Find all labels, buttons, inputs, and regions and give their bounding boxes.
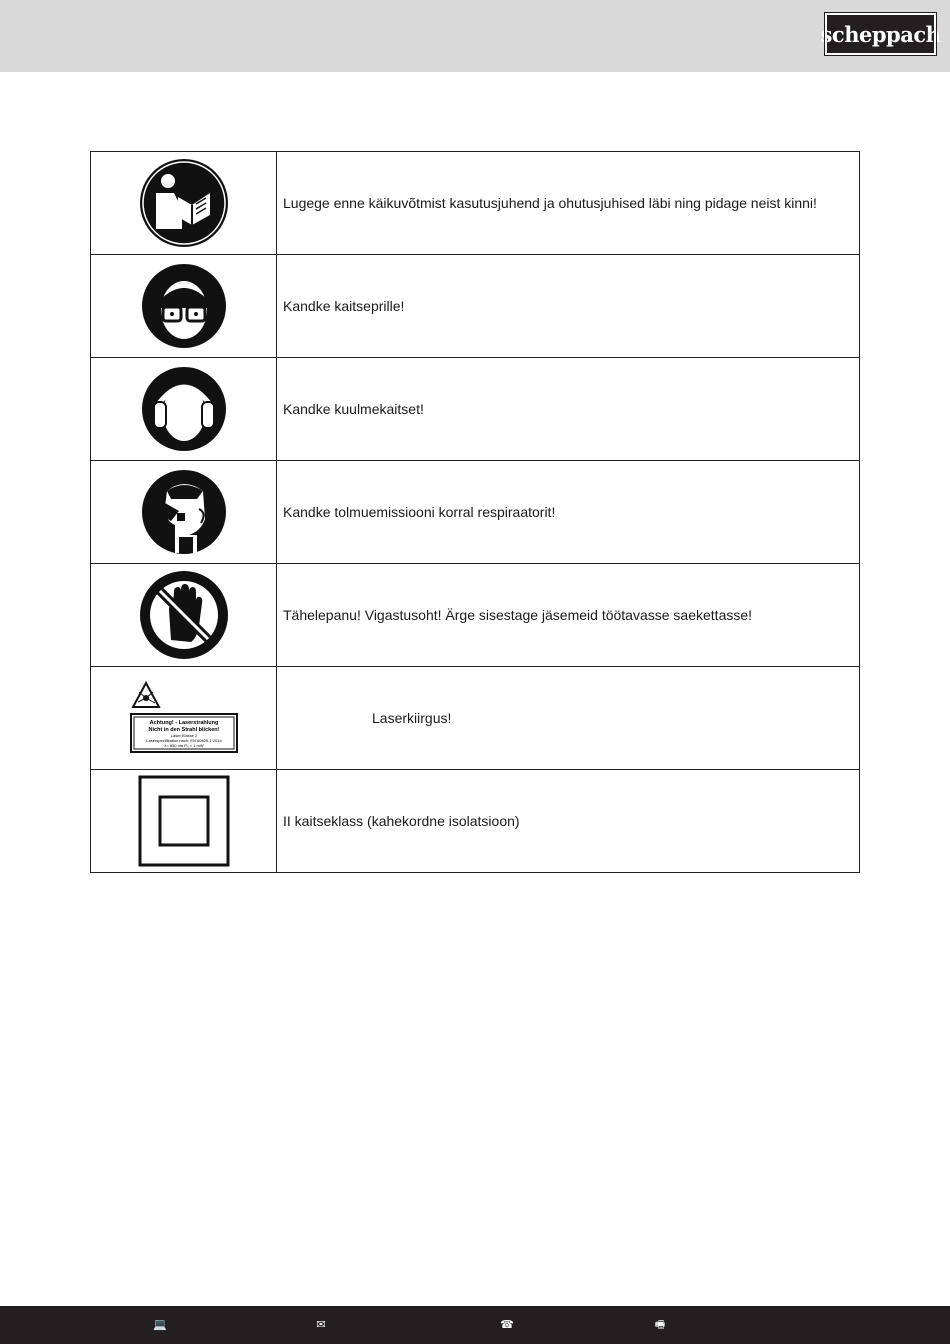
- symbol-description: Kandke tolmuemissiooni korral respiraatorit!: [277, 461, 860, 564]
- no-hands-icon: [139, 570, 229, 660]
- respirator-icon: [141, 469, 227, 555]
- icon-cell: [91, 152, 277, 255]
- email-icon: ✉: [316, 1319, 326, 1331]
- laser-label-line2: Nicht in den Strahl blicken!: [148, 727, 219, 733]
- safety-symbols-table: [90, 151, 860, 873]
- icon-cell: [91, 564, 277, 667]
- brand-logo: scheppach: [825, 13, 936, 55]
- symbol-description: Lugege enne käikuvõtmist kasutusjuhend ja ohutusjuhised läbi ning pidage neist kinni!: [277, 152, 860, 255]
- table-row: [91, 564, 860, 667]
- protection-class-ii-icon: [138, 775, 230, 867]
- page-footer: [0, 1306, 950, 1344]
- laser-label-line5: λ= 650 nm P₀ < 1 mW: [163, 743, 204, 748]
- table-row: [91, 461, 860, 564]
- symbol-description: II kaitseklass (kahekordne isolatsioon): [277, 770, 860, 873]
- table-row: [91, 770, 860, 873]
- table-row: [91, 667, 860, 770]
- phone-icon: ☎: [500, 1319, 514, 1331]
- icon-cell: [91, 667, 277, 770]
- icon-cell: [91, 461, 277, 564]
- icon-cell: [91, 770, 277, 873]
- ear-protection-icon: [141, 366, 227, 452]
- page-header: [0, 0, 950, 72]
- table-row: [91, 358, 860, 461]
- fax-icon: 🖷: [654, 1319, 666, 1331]
- laser-label-line4: Laserspezifikation nach: EN 60825-1:2014: [145, 738, 222, 743]
- icon-cell: [91, 255, 277, 358]
- laser-label-line1: Achtung! - Laserstrahlung: [149, 720, 218, 726]
- symbol-description: Laserkiirgus!: [277, 667, 860, 770]
- read-manual-icon: [138, 157, 230, 249]
- laser-warning-icon: [129, 681, 239, 755]
- table-row: [91, 152, 860, 255]
- icon-cell: [91, 358, 277, 461]
- table-row: [91, 255, 860, 358]
- laser-label-line3: Laser Klasse 2: [170, 733, 197, 738]
- safety-goggles-icon: [141, 263, 227, 349]
- computer-icon: 💻: [153, 1319, 167, 1331]
- symbol-description: Tähelepanu! Vigastusoht! Ärge sisestage jäsemeid töötavasse saekettasse!: [277, 564, 860, 667]
- symbol-description: Kandke kaitseprille!: [277, 255, 860, 358]
- symbol-description: Kandke kuulmekaitset!: [277, 358, 860, 461]
